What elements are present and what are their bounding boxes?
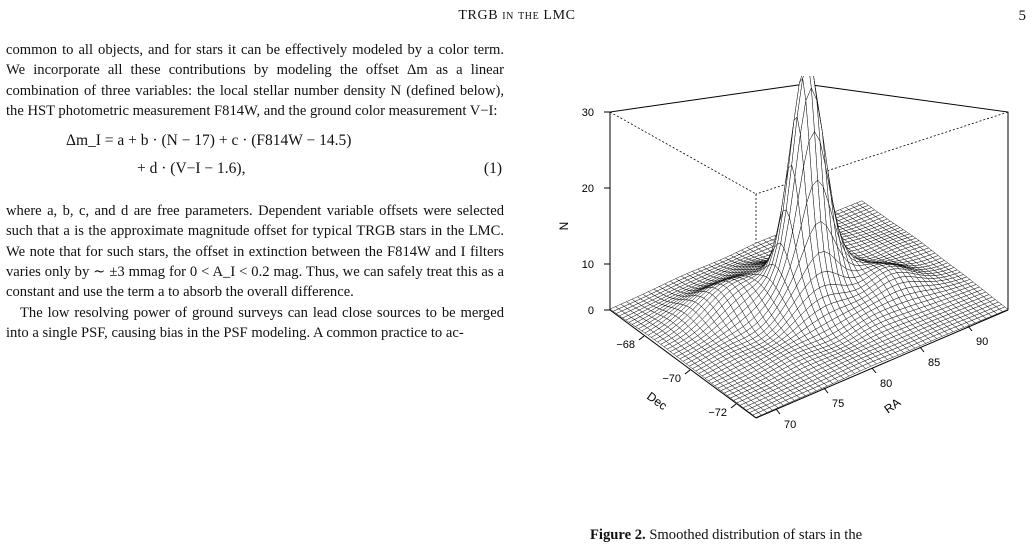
running-title: TRGB in the LMC: [458, 8, 576, 23]
dec-tick-70: −70: [662, 373, 681, 385]
ra-tick-70: 70: [784, 419, 797, 431]
equation-line-1: Δm_I = a + b · (N − 17) + c · (F814W − 14.5): [66, 132, 352, 150]
z-tick-30: 30: [581, 107, 594, 119]
ra-tick-90: 90: [976, 336, 989, 348]
paragraph-1: common to all objects, and for stars it can be effectively modeled by a color term. We incorporate all these contributions by modeling the offset Δm as a linear combination of three variables: the local stellar number density N (defined below), the HST photometric measurement F814W, and the ground color measurement V−I:: [6, 42, 504, 119]
caption-label: Figure 2.: [590, 527, 646, 543]
equation-1: [6, 129, 504, 189]
page-number: 5: [1018, 8, 1026, 24]
z-axis: [604, 112, 610, 310]
equation-number: (1): [483, 160, 502, 178]
body-text-column: [6, 40, 504, 343]
z-axis-label: N: [557, 221, 571, 231]
density-surface-plot: [540, 76, 1030, 516]
caption-text: Smoothed distribution of stars in the: [645, 527, 863, 543]
ra-tick-75: 75: [832, 398, 845, 410]
z-tick-0: 0: [587, 305, 594, 317]
ra-tick-85: 85: [928, 357, 941, 369]
z-tick-10: 10: [581, 259, 594, 271]
figure-caption: [590, 527, 1030, 544]
dec-axis-label: Dec: [644, 389, 670, 413]
z-tick-labels: [582, 107, 594, 317]
ra-tick-80: 80: [880, 378, 893, 390]
page-header: [0, 6, 1034, 28]
z-tick-20: 20: [581, 183, 594, 195]
surface-mesh: [610, 76, 1008, 417]
paragraph-2: where a, b, c, and d are free parameters. Dependent variable offsets were selected such that a is the approximate magnitude offset for typical TRGB stars in the LMC. We note that for such stars, the offset in extinction between the F814W and I filters varies only by ∼ ±3 mmag for 0 < A_I < 0.2 mag. Thus, we can safely treat this as a constant and use the term a to absorb the overall difference.: [6, 203, 504, 301]
equation-line-2: + d · (V−I − 1.6),: [137, 160, 246, 178]
ra-axis-label: RA: [881, 395, 904, 417]
paragraph-3: The low resolving power of ground surveys can lead close sources to be merged into a single PSF, causing bias in the PSF modeling. A common practice to ac-: [6, 304, 504, 341]
dec-tick-72: −72: [708, 407, 727, 419]
dec-tick-68: −68: [616, 339, 635, 351]
